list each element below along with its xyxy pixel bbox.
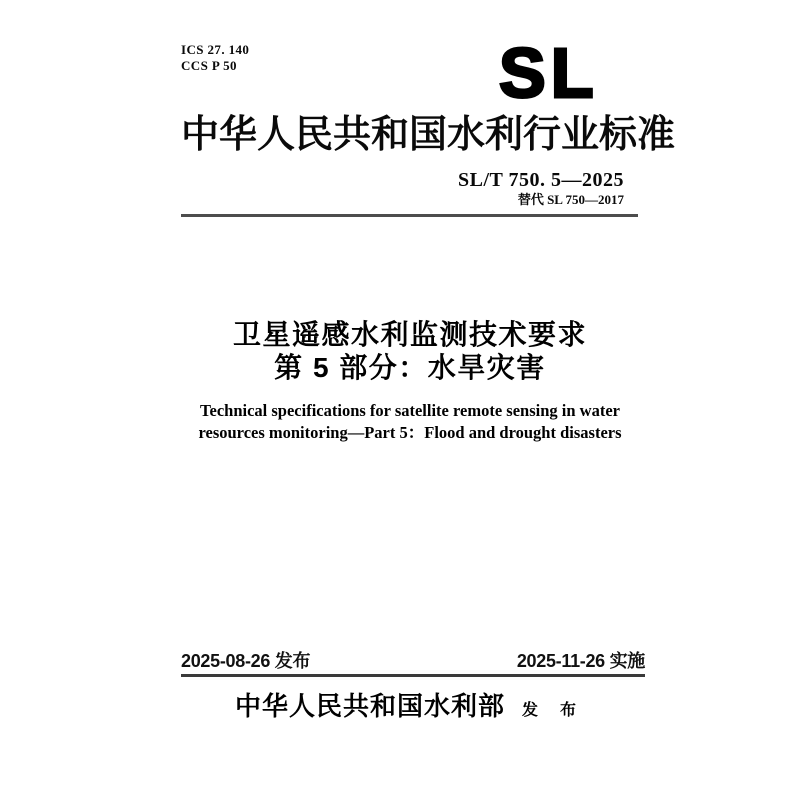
publisher-row [20, 692, 800, 722]
document-title-english [20, 400, 800, 444]
sl-logo: SL [499, 34, 599, 112]
title-en-line2: resources monitoring—Part 5：Flood and drought disasters [198, 423, 622, 442]
ccs-code: CCS P 50 [181, 58, 237, 73]
implement-date: 2025-11-26 实施 [516, 651, 645, 671]
dates-row [181, 651, 645, 671]
ics-code: ICS 27. 140 [181, 42, 250, 57]
title-cn-line1: 卫星遥感水利监测技术要求 [232, 319, 587, 350]
footer-divider-line [181, 674, 645, 677]
publisher-name: 中华人民共和国水利部 [234, 692, 505, 721]
issue-date: 2025-08-26 发布 [181, 651, 311, 671]
superseded-standard-note: 替代 SL 750—2017 [517, 192, 624, 207]
title-cn-line2: 第 5 部分：水旱灾害 [274, 352, 546, 383]
classification-codes [181, 42, 249, 74]
standard-category-title: 中华人民共和国水利行业标准 [181, 114, 676, 156]
document-title-chinese [20, 318, 800, 384]
header-divider-line [181, 214, 638, 217]
publish-label: 发 布 [522, 702, 586, 719]
standard-number: SL/T 750. 5—2025 [458, 169, 624, 191]
title-en-line1: Technical specifications for satellite remote sensing in water [200, 401, 620, 420]
